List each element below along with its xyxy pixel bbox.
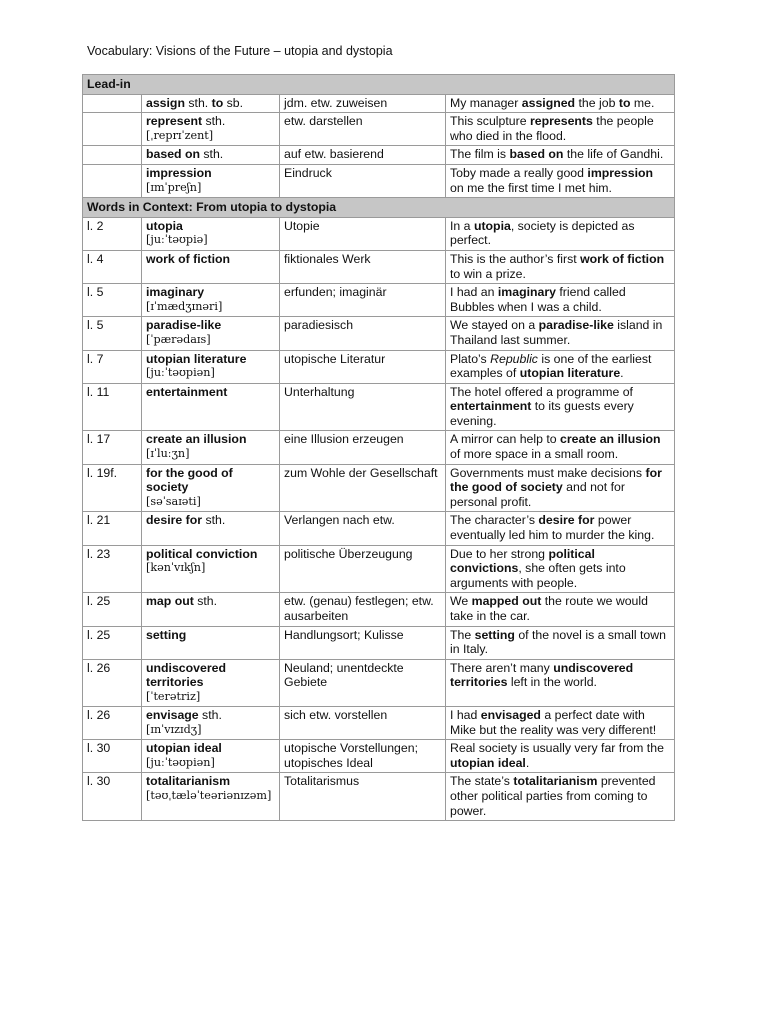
- phonetic-transcription: [ɪˈmædʒɪnəri]: [146, 299, 223, 313]
- example-sentence: [446, 773, 675, 821]
- line-reference: l. 7: [83, 350, 142, 383]
- vocab-row: [83, 113, 675, 146]
- vocab-row: [83, 773, 675, 821]
- example-bold: work of fiction: [580, 251, 665, 266]
- example-text: Due to her strong: [450, 546, 549, 561]
- vocab-row: [83, 512, 675, 545]
- vocab-row: [83, 431, 675, 464]
- line-reference: l. 21: [83, 512, 142, 545]
- phonetic-transcription: [ˈpærədaɪs]: [146, 332, 211, 346]
- vocab-term: [146, 547, 257, 561]
- vocab-term-cell: [142, 431, 280, 464]
- term-bold: setting: [146, 627, 187, 642]
- example-sentence: [446, 740, 675, 773]
- vocab-term-cell: [142, 593, 280, 626]
- vocab-term: [146, 774, 230, 788]
- example-sentence: [446, 94, 675, 113]
- term-bold: represent: [146, 114, 203, 129]
- example-text: friend called Bubbles when I was a child.: [450, 285, 626, 314]
- line-reference: l. 19f.: [83, 464, 142, 512]
- vocab-term: [146, 513, 225, 527]
- example-text: of more space in a small room.: [450, 447, 619, 462]
- vocab-term-cell: [142, 464, 280, 512]
- vocab-term-cell: [142, 317, 280, 350]
- example-text: prevented other political parties from coming to power.: [450, 774, 656, 818]
- vocab-term: [146, 661, 226, 690]
- phonetic-transcription: [ɪnˈvɪzɪdʒ]: [146, 722, 202, 736]
- example-bold: impression: [587, 165, 654, 180]
- example-bold: assigned: [521, 95, 576, 110]
- vocab-row: [83, 740, 675, 773]
- example-text: The film is: [450, 147, 510, 162]
- vocab-term-cell: [142, 659, 280, 706]
- example-sentence: [446, 113, 675, 146]
- example-text: The character’s: [450, 513, 539, 528]
- example-sentence: [446, 146, 675, 165]
- vocab-row: [83, 250, 675, 283]
- line-reference: l. 17: [83, 431, 142, 464]
- example-text: In a: [450, 218, 474, 233]
- example-text: .: [620, 366, 624, 381]
- phonetic-transcription: [təʊˌtæləˈteəriənɪzəm]: [146, 788, 272, 802]
- vocab-row: [83, 164, 675, 197]
- vocab-term: [146, 166, 212, 180]
- term-bold: to: [211, 95, 224, 110]
- vocab-term-cell: [142, 146, 280, 165]
- phonetic-transcription: [ˈterətriz]: [146, 689, 201, 703]
- page-title: Vocabulary: Visions of the Future – utopia and dystopia: [87, 44, 393, 58]
- german-translation: auf etw. basierend: [280, 146, 446, 165]
- example-sentence: [446, 284, 675, 317]
- example-sentence: [446, 250, 675, 283]
- term-bold: undiscovered territories: [146, 660, 226, 690]
- german-translation: Utopie: [280, 217, 446, 250]
- example-text: We: [450, 594, 472, 609]
- term-bold: utopia: [146, 218, 183, 233]
- example-bold: setting: [474, 627, 515, 642]
- vocab-term: [146, 385, 227, 399]
- vocab-term-cell: [142, 94, 280, 113]
- example-bold: envisaged: [480, 707, 541, 722]
- example-text: is one of the earliest examples of: [450, 351, 652, 381]
- term-text: sth.: [184, 95, 212, 110]
- section-heading: Words in Context: From utopia to dystopia: [83, 198, 675, 218]
- vocab-term: [146, 741, 222, 755]
- example-text: of the novel is a small town in Italy.: [450, 627, 666, 657]
- line-reference: l. 4: [83, 250, 142, 283]
- phonetic-transcription: [juːˈtəʊpiə]: [146, 233, 208, 247]
- example-sentence: [446, 164, 675, 197]
- example-text: My manager: [450, 95, 522, 110]
- example-bold: utopian ideal: [450, 755, 526, 770]
- vocab-term-cell: [142, 512, 280, 545]
- term-bold: work of fiction: [146, 251, 231, 266]
- line-reference: [83, 94, 142, 113]
- example-text: left in the world.: [507, 675, 597, 690]
- term-bold: imaginary: [146, 285, 205, 300]
- vocab-term: [146, 114, 225, 128]
- vocab-term: [146, 594, 217, 608]
- example-bold: create an illusion: [560, 432, 661, 447]
- example-sentence: [446, 593, 675, 626]
- phonetic-transcription: [juːˈtəʊpiən]: [146, 755, 215, 769]
- vocab-term: [146, 432, 246, 446]
- example-text: .: [525, 755, 530, 770]
- example-text: We stayed on a: [450, 318, 539, 333]
- vocab-term-cell: [142, 773, 280, 821]
- example-text: to its guests every evening.: [450, 399, 634, 428]
- term-text: sth.: [202, 114, 226, 129]
- term-bold: based on: [146, 147, 200, 162]
- line-reference: l. 5: [83, 284, 142, 317]
- example-bold: represents: [529, 114, 593, 129]
- line-reference: [83, 146, 142, 165]
- section-header-row: [83, 198, 675, 218]
- german-translation: Totalitarismus: [280, 773, 446, 821]
- vocab-row: [83, 383, 675, 431]
- example-sentence: [446, 626, 675, 659]
- line-reference: l. 23: [83, 545, 142, 593]
- example-text: the people who died in the flood.: [450, 114, 654, 143]
- example-text: A mirror can help to: [450, 432, 561, 447]
- vocab-term: [146, 147, 223, 161]
- vocab-term: [146, 708, 222, 722]
- example-bold: undiscovered territories: [450, 660, 634, 690]
- section-header-row: [83, 75, 675, 95]
- vocab-term-cell: [142, 284, 280, 317]
- term-text: sth.: [198, 707, 222, 722]
- phonetic-transcription: [ˌreprɪˈzent]: [146, 128, 214, 142]
- example-text: I had an: [450, 285, 498, 300]
- german-translation: politische Überzeugung: [280, 545, 446, 593]
- example-text: The: [450, 627, 475, 642]
- vocab-term: [146, 219, 183, 233]
- vocab-term: [146, 466, 233, 495]
- example-text: Real society is usually very far from the: [450, 741, 664, 756]
- example-bold: totalitarianism: [513, 774, 598, 789]
- example-text: Toby made a really good: [450, 165, 588, 180]
- example-text: to win a prize.: [450, 266, 526, 281]
- german-translation: etw. (genau) festlegen; etw. ausarbeiten: [280, 593, 446, 626]
- example-text: There aren’t many: [450, 660, 554, 675]
- example-sentence: [446, 431, 675, 464]
- example-text: Plato’s: [450, 351, 491, 366]
- german-translation: jdm. etw. zuweisen: [280, 94, 446, 113]
- example-text: The hotel offered a programme of: [450, 384, 633, 399]
- term-bold: impression: [146, 165, 212, 180]
- vocab-row: [83, 706, 675, 739]
- german-translation: Neuland; unentdeckte Gebiete: [280, 659, 446, 706]
- example-italic: Republic: [490, 351, 538, 366]
- example-text: This sculpture: [450, 114, 530, 129]
- vocab-row: [83, 94, 675, 113]
- term-bold: paradise-like: [146, 318, 222, 333]
- phonetic-transcription: [juːˈtəʊpiən]: [146, 366, 215, 380]
- vocab-term-cell: [142, 350, 280, 383]
- term-bold: desire for: [146, 513, 203, 528]
- phonetic-transcription: [kənˈvɪkʃn]: [146, 561, 206, 575]
- line-reference: [83, 113, 142, 146]
- german-translation: sich etw. vorstellen: [280, 706, 446, 739]
- german-translation: fiktionales Werk: [280, 250, 446, 283]
- vocab-term-cell: [142, 706, 280, 739]
- section-heading: Lead-in: [83, 75, 675, 95]
- term-text: sth.: [199, 147, 224, 162]
- example-sentence: [446, 545, 675, 593]
- line-reference: l. 11: [83, 383, 142, 431]
- term-bold: for the good of society: [146, 465, 233, 495]
- line-reference: l. 25: [83, 626, 142, 659]
- vocab-row: [83, 464, 675, 512]
- line-reference: l. 26: [83, 659, 142, 706]
- vocab-row: [83, 350, 675, 383]
- vocab-term-cell: [142, 113, 280, 146]
- term-bold: map out: [146, 594, 194, 609]
- example-text: This is the author’s first: [450, 251, 581, 266]
- vocab-term: [146, 318, 221, 332]
- term-bold: envisage: [146, 707, 199, 722]
- line-reference: l. 25: [83, 593, 142, 626]
- term-text: sth.: [202, 513, 226, 528]
- example-text: , she often gets into arguments with people.: [450, 561, 626, 590]
- example-bold: imaginary: [497, 285, 556, 300]
- example-sentence: [446, 317, 675, 350]
- example-bold: paradise-like: [538, 318, 614, 333]
- german-translation: erfunden; imaginär: [280, 284, 446, 317]
- example-sentence: [446, 659, 675, 706]
- vocab-term: [146, 252, 230, 266]
- example-text: on me the first time I met him.: [450, 180, 612, 195]
- example-text: I had: [450, 707, 481, 722]
- german-translation: eine Illusion erzeugen: [280, 431, 446, 464]
- example-sentence: [446, 512, 675, 545]
- example-bold: to: [618, 95, 631, 110]
- term-bold: entertainment: [146, 384, 228, 399]
- example-bold: desire for: [538, 513, 595, 528]
- vocab-row: [83, 217, 675, 250]
- line-reference: l. 30: [83, 740, 142, 773]
- vocab-term-cell: [142, 250, 280, 283]
- example-text: and not for personal profit.: [450, 480, 625, 509]
- vocab-row: [83, 317, 675, 350]
- term-bold: assign: [146, 95, 185, 110]
- vocab-row: [83, 545, 675, 593]
- vocab-term-cell: [142, 626, 280, 659]
- german-translation: Verlangen nach etw.: [280, 512, 446, 545]
- vocab-row: [83, 659, 675, 706]
- term-bold: create an illusion: [146, 432, 247, 447]
- example-bold: utopian literature: [519, 366, 621, 381]
- line-reference: l. 5: [83, 317, 142, 350]
- example-sentence: [446, 217, 675, 250]
- example-text: island in Thailand last summer.: [450, 318, 663, 347]
- german-translation: Eindruck: [280, 164, 446, 197]
- vocab-term: [146, 352, 246, 366]
- term-bold: utopian literature: [146, 351, 247, 366]
- vocab-term-cell: [142, 217, 280, 250]
- vocabulary-table: [82, 74, 675, 821]
- vocab-term-cell: [142, 740, 280, 773]
- phonetic-transcription: [səˈsaɪəti]: [146, 494, 201, 508]
- vocab-term: [146, 96, 243, 110]
- term-bold: utopian ideal: [146, 741, 222, 756]
- line-reference: l. 26: [83, 706, 142, 739]
- german-translation: utopische Literatur: [280, 350, 446, 383]
- example-bold: for the good of society: [450, 465, 662, 495]
- example-text: me.: [630, 95, 655, 110]
- line-reference: [83, 164, 142, 197]
- german-translation: utopische Vorstellungen; utopisches Ideal: [280, 740, 446, 773]
- example-text: the life of Gandhi.: [563, 147, 664, 162]
- german-translation: Handlungsort; Kulisse: [280, 626, 446, 659]
- example-bold: political convictions: [450, 546, 595, 576]
- example-text: the route we would take in the car.: [450, 594, 648, 623]
- vocab-term: [146, 628, 186, 642]
- example-text: , society is depicted as perfect.: [450, 218, 635, 248]
- term-bold: political conviction: [146, 546, 258, 561]
- example-bold: utopia: [473, 218, 511, 233]
- vocab-term: [146, 285, 204, 299]
- vocabulary-table-body: [83, 75, 675, 821]
- vocab-row: [83, 626, 675, 659]
- phonetic-transcription: [ɪmˈpreʃn]: [146, 180, 202, 194]
- german-translation: zum Wohle der Gesellschaft: [280, 464, 446, 512]
- example-bold: based on: [509, 147, 564, 162]
- example-sentence: [446, 706, 675, 739]
- vocab-row: [83, 284, 675, 317]
- example-text: Governments must make decisions: [450, 465, 646, 480]
- example-sentence: [446, 464, 675, 512]
- vocab-term-cell: [142, 383, 280, 431]
- term-text: sth.: [193, 594, 218, 609]
- example-sentence: [446, 383, 675, 431]
- vocab-term-cell: [142, 545, 280, 593]
- term-bold: totalitarianism: [146, 774, 231, 789]
- example-text: The state’s: [450, 774, 514, 789]
- vocab-row: [83, 593, 675, 626]
- line-reference: l. 2: [83, 217, 142, 250]
- vocab-term-cell: [142, 164, 280, 197]
- example-text: the job: [575, 95, 619, 110]
- term-text: sb.: [223, 95, 244, 110]
- german-translation: etw. darstellen: [280, 113, 446, 146]
- example-bold: entertainment: [450, 399, 532, 414]
- example-text: power eventually led him to murder the king.: [450, 513, 655, 543]
- line-reference: l. 30: [83, 773, 142, 821]
- vocab-row: [83, 146, 675, 165]
- example-text: a perfect date with Mike but the reality was very different!: [450, 707, 657, 737]
- german-translation: Unterhaltung: [280, 383, 446, 431]
- example-bold: mapped out: [471, 594, 542, 609]
- example-sentence: [446, 350, 675, 383]
- phonetic-transcription: [ɪˈluːʒn]: [146, 447, 190, 461]
- german-translation: paradiesisch: [280, 317, 446, 350]
